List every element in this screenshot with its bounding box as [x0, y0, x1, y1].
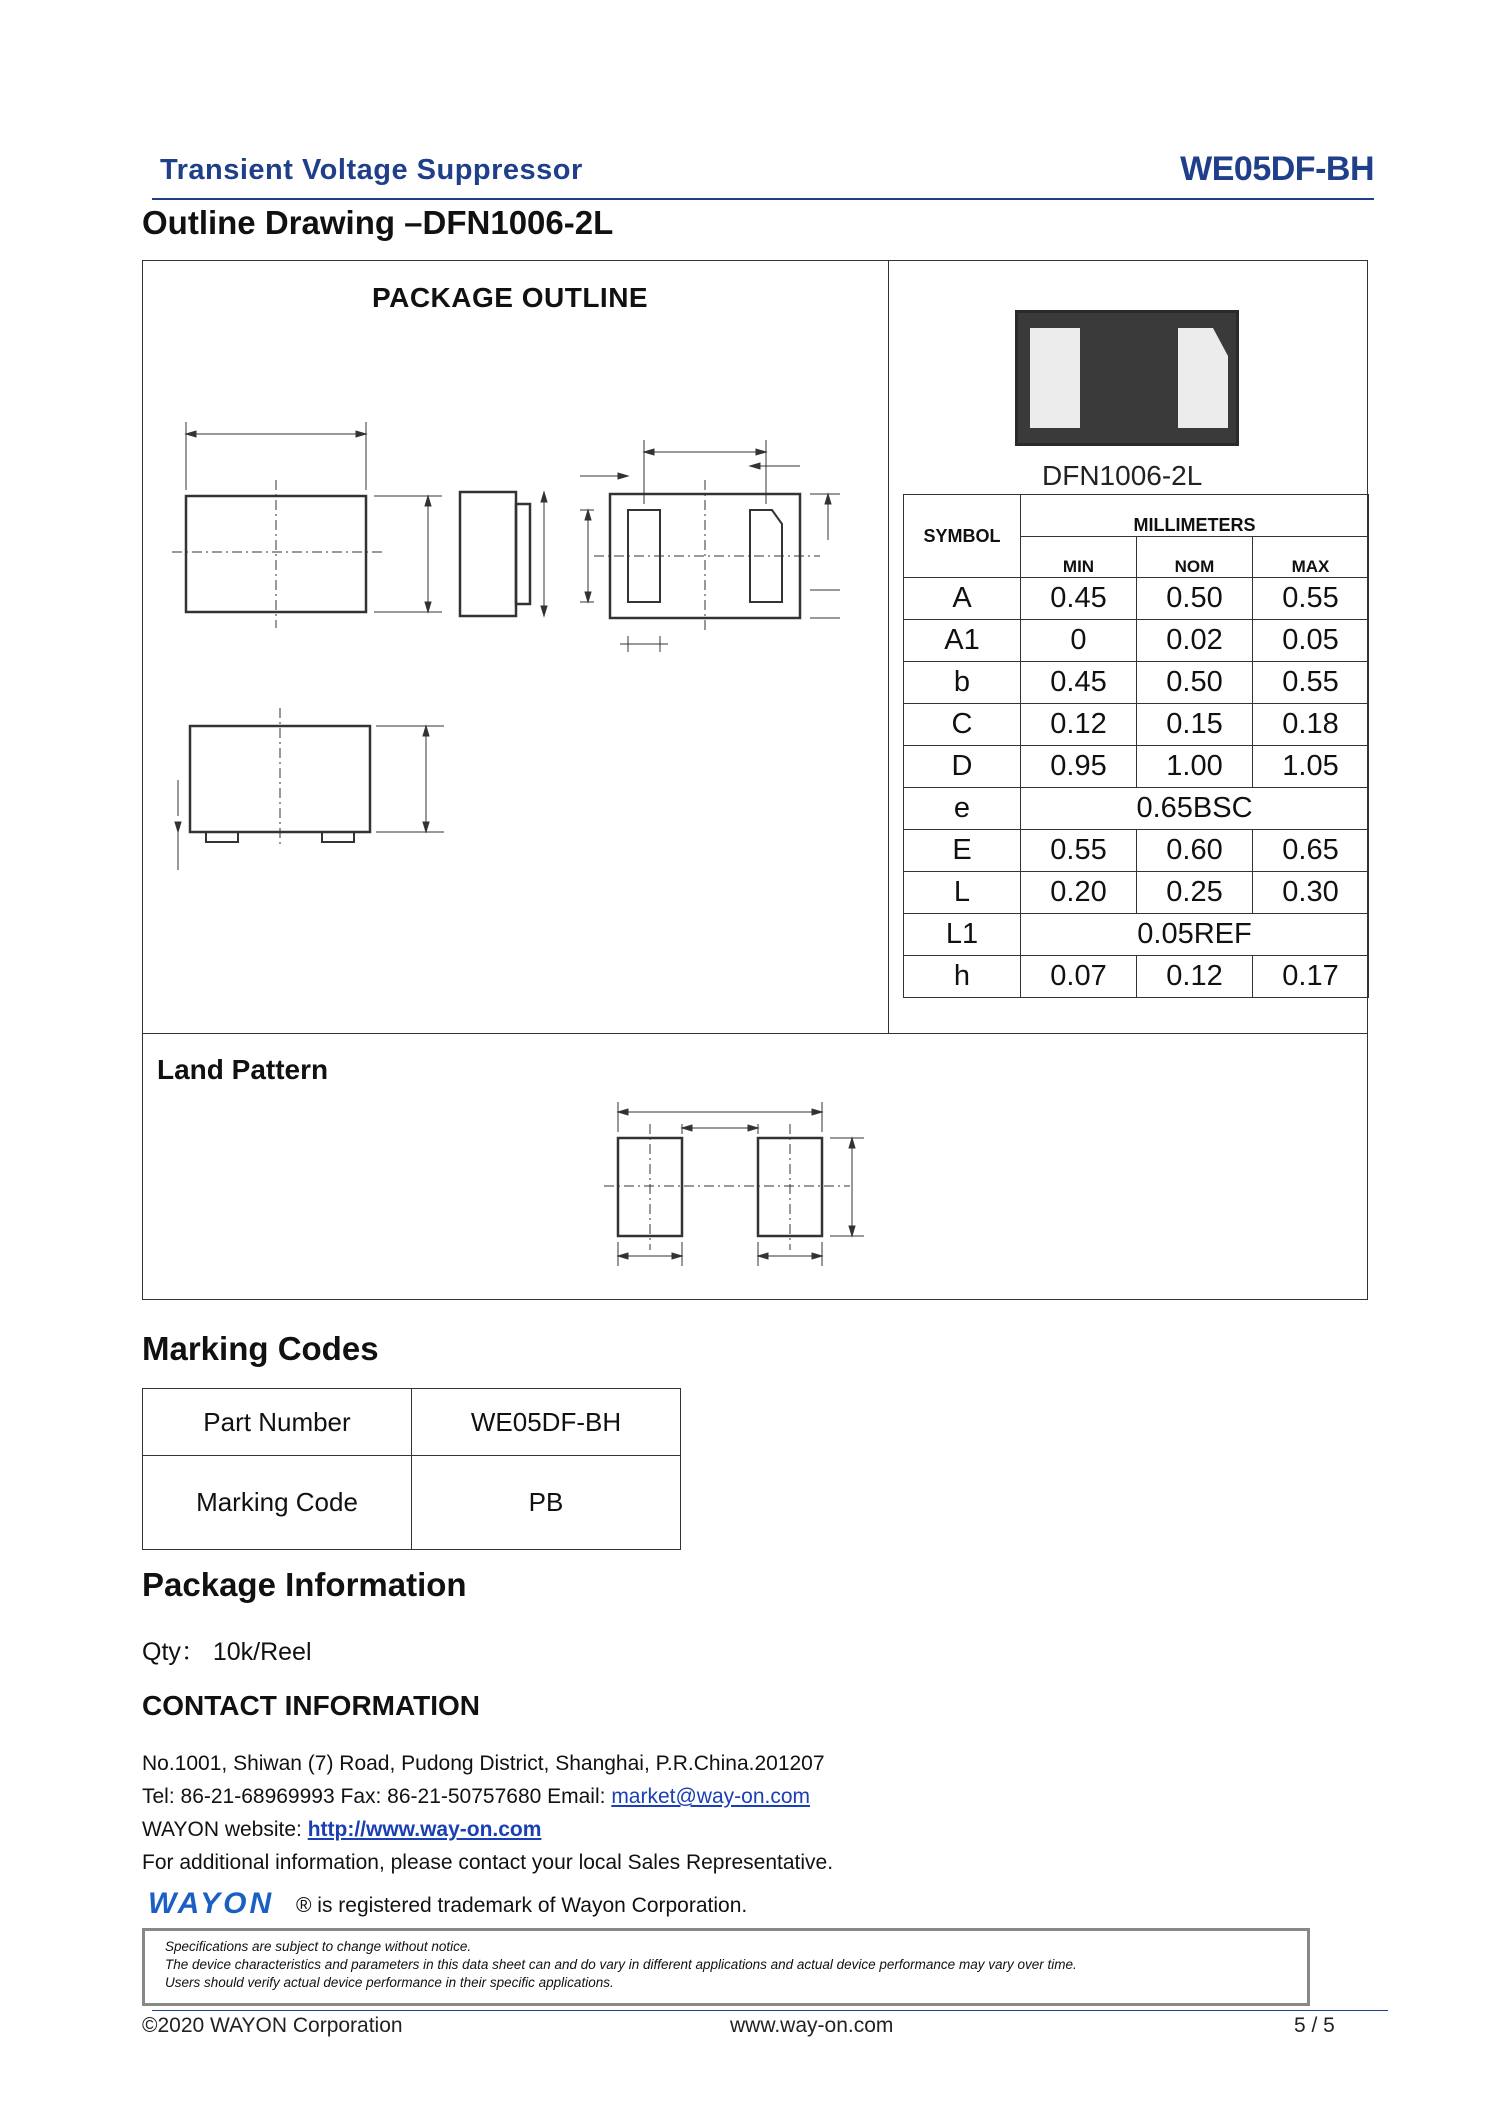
dim-symbol: C: [904, 704, 1021, 746]
marking-code-label: Marking Code: [143, 1456, 412, 1550]
package-outline-drawing: [150, 400, 870, 900]
dim-symbol: L: [904, 872, 1021, 914]
land-pattern-drawing: [590, 1090, 890, 1280]
dim-value-max: 1.05: [1253, 746, 1369, 788]
outline-divider-horizontal: [142, 1033, 1368, 1034]
dim-row-c: [904, 704, 1369, 746]
millimeters-header: MILLIMETERS: [1021, 495, 1369, 537]
package-outline-label: PACKAGE OUTLINE: [372, 282, 649, 313]
dim-symbol: e: [904, 788, 1021, 830]
chip-pad-right: [1178, 328, 1228, 428]
email-link[interactable]: market@way-on.com: [611, 1785, 811, 1808]
dim-value-max: 0.55: [1253, 578, 1369, 620]
dim-row-a: [904, 578, 1369, 620]
dim-value-max: 0.30: [1253, 872, 1369, 914]
dim-value-min: 0.07: [1021, 956, 1137, 998]
dim-value-min: 0.45: [1021, 662, 1137, 704]
dim-symbol: A: [904, 578, 1021, 620]
footer-copyright: ©2020 WAYON Corporation: [142, 2014, 403, 2037]
max-header: MAX: [1253, 537, 1369, 578]
dim-value-min: 0.12: [1021, 704, 1137, 746]
dim-symbol: h: [904, 956, 1021, 998]
outline-divider-vertical: [888, 260, 889, 1034]
dim-value-nom: 0.02: [1137, 620, 1253, 662]
dim-value-min: 0.20: [1021, 872, 1137, 914]
dim-value-max: 0.17: [1253, 956, 1369, 998]
dim-value-nom: 0.15: [1137, 704, 1253, 746]
chip-caption: DFN1006-2L: [1042, 460, 1203, 491]
marking-table: [142, 1388, 681, 1550]
part-number-title: WE05DF-BH: [1180, 150, 1374, 188]
dim-symbol: b: [904, 662, 1021, 704]
dim-value-min: 0.55: [1021, 830, 1137, 872]
dim-value-nom: 0.50: [1137, 662, 1253, 704]
marking-codes-title: Marking Codes: [142, 1330, 379, 1367]
dim-symbol: A1: [904, 620, 1021, 662]
dim-value-nom: 0.50: [1137, 578, 1253, 620]
dim-value-min: 0.95: [1021, 746, 1137, 788]
dim-symbol: L1: [904, 914, 1021, 956]
disclaimer-box: [142, 1928, 1310, 2006]
trademark-text: ® is registered trademark of Wayon Corporation.: [296, 1894, 748, 1917]
dim-value-max: 0.05: [1253, 620, 1369, 662]
header-rule: [152, 198, 1374, 200]
doc-type-title: Transient Voltage Suppressor: [160, 154, 583, 186]
footer-rule: [152, 2010, 1388, 2011]
dim-value-nom: 0.60: [1137, 830, 1253, 872]
contact-website-line: [142, 1818, 541, 1842]
disclaimer-line-3: Users should verify actual device performance in their specific applications.: [165, 1975, 614, 1990]
dim-row-l: [904, 872, 1369, 914]
dim-value-nom: 0.25: [1137, 872, 1253, 914]
website-link[interactable]: http://www.way-on.com: [307, 1818, 542, 1841]
dim-value-max: 0.65: [1253, 830, 1369, 872]
contact-tel-line: [142, 1785, 810, 1809]
contact-tel-fax: Tel: 86-21-68969993 Fax: 86-21-50757680 Email:: [142, 1785, 612, 1808]
dim-row-d: [904, 746, 1369, 788]
contact-additional: For additional information, please contact your local Sales Representative.: [142, 1851, 834, 1874]
dim-value-span: 0.05REF: [1021, 914, 1369, 956]
package-qty: Qty： 10k/Reel: [142, 1638, 312, 1666]
disclaimer-line-1: Specifications are subject to change without notice.: [165, 1939, 472, 1954]
dim-value-nom: 1.00: [1137, 746, 1253, 788]
website-label: WAYON website:: [142, 1818, 308, 1841]
contact-title: CONTACT INFORMATION: [142, 1690, 481, 1721]
dim-row-l1: [904, 914, 1369, 956]
dim-value-nom: 0.12: [1137, 956, 1253, 998]
disclaimer-line-2: The device characteristics and parameters in this data sheet can and do vary in different applications and actual device performance may vary over time.: [165, 1957, 1077, 1972]
land-pattern-label: Land Pattern: [157, 1054, 329, 1085]
dim-value-min: 0.45: [1021, 578, 1137, 620]
dim-row-a1: [904, 620, 1369, 662]
part-number-label: Part Number: [143, 1389, 412, 1456]
min-header: MIN: [1021, 537, 1137, 578]
dim-value-min: 0: [1021, 620, 1137, 662]
dim-row-e: [904, 830, 1369, 872]
wayon-logo: WAYON: [148, 1887, 275, 1920]
dim-symbol: E: [904, 830, 1021, 872]
dim-value-max: 0.55: [1253, 662, 1369, 704]
section-title: Outline Drawing –DFN1006-2L: [142, 204, 614, 241]
chip-pad-left: [1030, 328, 1080, 428]
dim-row-h: [904, 956, 1369, 998]
footer-page-number: 5 / 5: [1294, 2014, 1335, 2037]
symbol-header: SYMBOL: [904, 495, 1021, 578]
dim-symbol: D: [904, 746, 1021, 788]
footer-site[interactable]: www.way-on.com: [730, 2014, 894, 2037]
dimension-table: [903, 494, 1369, 998]
dim-value-span: 0.65BSC: [1021, 788, 1369, 830]
nom-header: NOM: [1137, 537, 1253, 578]
contact-address: No.1001, Shiwan (7) Road, Pudong District, Shanghai, P.R.China.201207: [142, 1752, 825, 1775]
part-number-value: WE05DF-BH: [412, 1389, 681, 1456]
dim-row-e: [904, 788, 1369, 830]
marking-code-value: PB: [412, 1456, 681, 1550]
dim-value-max: 0.18: [1253, 704, 1369, 746]
dim-row-b: [904, 662, 1369, 704]
package-info-title: Package Information: [142, 1566, 467, 1603]
